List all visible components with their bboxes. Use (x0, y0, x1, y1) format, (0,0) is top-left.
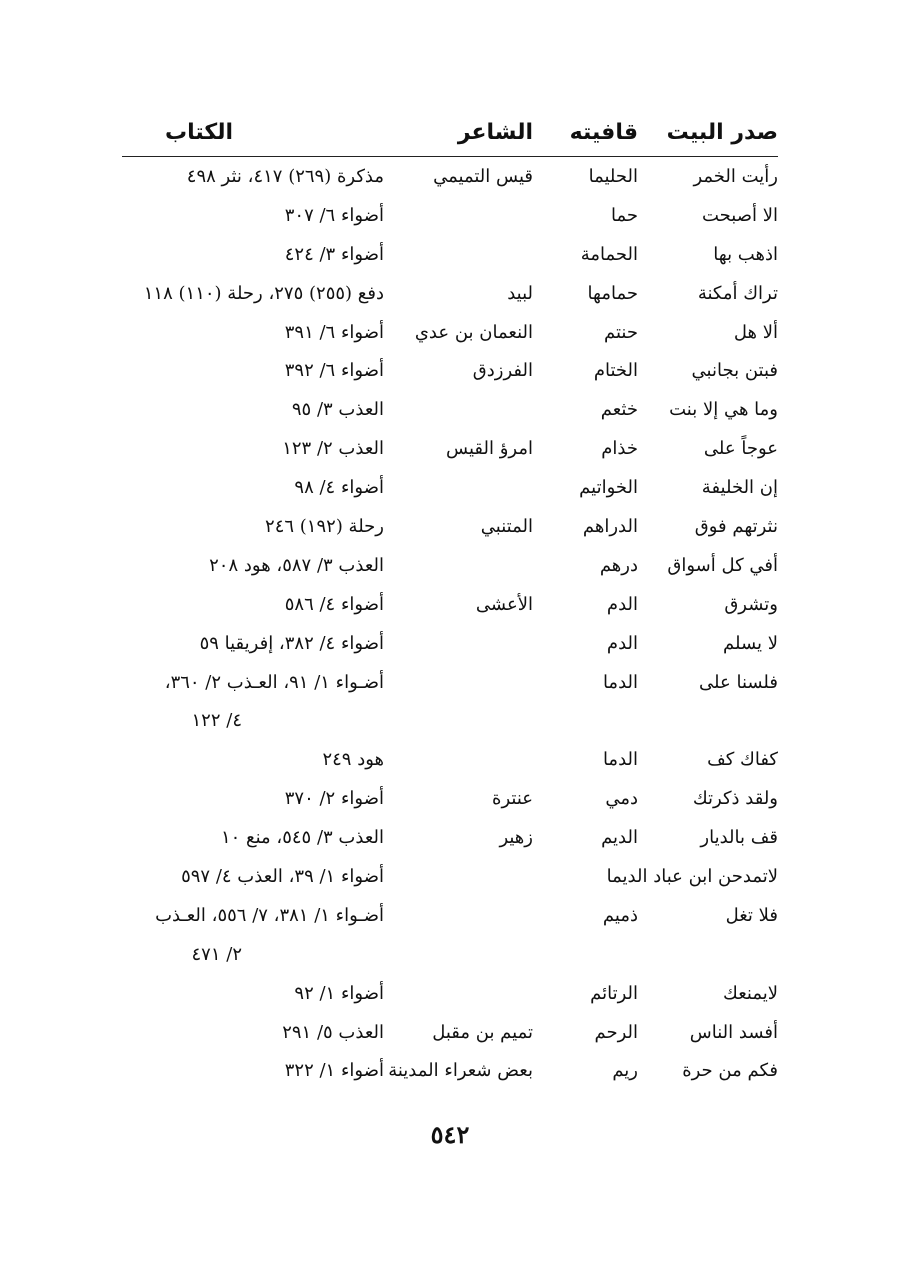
verse-opening-cell: ألا هل (733, 321, 778, 343)
rhyme-cell: الدم (606, 593, 638, 615)
verse-opening-cell: الا أصبحت (702, 204, 778, 226)
book-cell: هود ٢٤٩ (322, 749, 384, 771)
poet-cell: الأعشى (475, 593, 533, 615)
rhyme-cell: الختام (593, 360, 638, 382)
rhyme-cell: درهم (599, 554, 638, 576)
rhyme-cell: خذام (601, 438, 638, 460)
table-row (122, 743, 778, 782)
rhyme-cell: حما (610, 204, 638, 226)
book-cell: أضواء ١/ ٣٩، العذب ٤/ ٥٩٧ (181, 866, 384, 888)
table-row (122, 393, 778, 432)
table-row (122, 782, 778, 821)
book-cell: دفع (٢٥٥) ٢٧٥، رحلة (١١٠) ١١٨ (143, 282, 384, 304)
rhyme-cell: حنتم (604, 321, 638, 343)
header-verse-opening: صدر البيت (666, 120, 778, 145)
verse-opening-cell: فبتن بجانبي (691, 360, 778, 382)
rhyme-cell: الدما (602, 671, 638, 693)
table-row (122, 160, 778, 199)
table-row (122, 821, 778, 860)
table-row (122, 238, 778, 277)
book-cell: أضواء ٦/ ٣٩٢ (284, 360, 384, 382)
table-row (122, 277, 778, 316)
book-cell: ٢/ ٤٧١ (191, 943, 242, 965)
table-header (122, 116, 778, 157)
verse-opening-cell: رأيت الخمر (693, 166, 778, 187)
rhyme-cell: حمامها (587, 282, 638, 304)
table-row (122, 666, 778, 705)
header-book: الكتاب (165, 120, 233, 145)
table-row (122, 938, 778, 977)
poet-cell: لبيد (507, 282, 533, 304)
book-cell: ٤/ ١٢٢ (191, 710, 242, 732)
book-cell: أضواء ٤/ ٩٨ (294, 477, 384, 499)
rhyme-cell: ريم (612, 1060, 638, 1082)
poet-cell: قيس التميمي (433, 166, 533, 187)
poet-cell: الفرزدق (472, 360, 533, 382)
rhyme-cell: خثعم (600, 399, 638, 421)
book-cell: أضواء ١/ ٩٢ (294, 982, 384, 1004)
verse-opening-cell: لاتمدحن ابن عباد الديما (606, 866, 778, 888)
book-cell: أضواء ١/ ٣٢٢ (284, 1060, 384, 1082)
verse-opening-cell: كفاك كف (707, 749, 778, 771)
book-cell: أضواء ٤/ ٣٨٢، إفريقيا ٥٩ (199, 632, 384, 654)
rhyme-cell: الحليما (588, 166, 638, 187)
table-row (122, 627, 778, 666)
book-cell: مذكرة (٢٦٩) ٤١٧، نثر ٤٩٨ (186, 166, 384, 187)
poet-cell: زهير (499, 827, 533, 849)
table-row (122, 704, 778, 743)
rhyme-cell: الخواتيم (579, 477, 638, 499)
table-row (122, 588, 778, 627)
book-cell: أضواء ٢/ ٣٧٠ (284, 788, 384, 810)
table-row (122, 199, 778, 238)
verse-opening-cell: نثرتهم فوق (694, 516, 778, 538)
poet-cell: تميم بن مقبل (432, 1021, 533, 1043)
book-cell: العذب ٢/ ١٢٣ (282, 438, 384, 460)
poet-cell: امرؤ القيس (446, 438, 533, 460)
verse-opening-cell: وتشرق (724, 593, 778, 615)
table-row (122, 432, 778, 471)
verse-opening-cell: فلسنا على (699, 671, 778, 693)
table-row (122, 860, 778, 899)
verse-opening-cell: فكم من حرة (682, 1060, 778, 1082)
page-number: ٥٤٢ (430, 1120, 470, 1149)
book-cell: أضـواء ١/ ٣٨١، ٧/ ٥٥٦، العـذب (155, 904, 384, 926)
table-row (122, 510, 778, 549)
rhyme-cell: الرحم (594, 1021, 638, 1043)
verse-opening-cell: أفسد الناس (689, 1021, 778, 1043)
verse-opening-cell: اذهب بها (713, 243, 778, 265)
poet-cell: النعمان بن عدي (414, 321, 533, 343)
rhyme-cell: الرتائم (590, 982, 638, 1004)
rhyme-cell: الدما (602, 749, 638, 771)
verse-opening-cell: لا يسلم (723, 632, 778, 654)
book-cell: أضواء ٣/ ٤٢٤ (284, 243, 384, 265)
book-cell: أضواء ٦/ ٣٩١ (284, 321, 384, 343)
table-row (122, 471, 778, 510)
book-cell: العذب ٣/ ٥٨٧، هود ٢٠٨ (209, 554, 384, 576)
rhyme-cell: دمي (605, 788, 638, 810)
rhyme-cell: الديم (601, 827, 638, 849)
table-row (122, 1016, 778, 1055)
rhyme-cell: الحمامة (580, 243, 638, 265)
verse-opening-cell: لايمنعك (723, 982, 778, 1004)
table-row (122, 549, 778, 588)
poet-cell: المتنبي (480, 516, 533, 538)
book-cell: العذب ٥/ ٢٩١ (282, 1021, 384, 1043)
header-poet: الشاعر (457, 120, 533, 145)
verse-opening-cell: إن الخليفة (701, 477, 778, 499)
rhyme-cell: ذميم (602, 904, 638, 926)
poet-cell: عنترة (492, 788, 533, 810)
verse-opening-cell: أفي كل أسواق (667, 554, 778, 576)
rhyme-cell: الدم (606, 632, 638, 654)
book-cell: العذب ٣/ ٥٤٥، منع ١٠ (220, 827, 384, 849)
book-cell: أضواء ٦/ ٣٠٧ (284, 204, 384, 226)
book-cell: أضواء ٤/ ٥٨٦ (284, 593, 384, 615)
table-row (122, 354, 778, 393)
table-row (122, 1054, 778, 1093)
verse-opening-cell: ولقد ذكرتك (692, 788, 778, 810)
verse-opening-cell: عوجاً على (703, 438, 778, 460)
poet-cell: بعض شعراء المدينة (388, 1060, 533, 1082)
verse-opening-cell: وما هي إلا بنت (669, 399, 778, 421)
header-rhyme: قافيته (569, 120, 638, 145)
verse-opening-cell: قف بالديار (700, 827, 778, 849)
book-cell: رحلة (١٩٢) ٢٤٦ (265, 516, 384, 538)
rhyme-cell: الدراهم (582, 516, 638, 538)
book-cell: أضـواء ١/ ٩١، العـذب ٢/ ٣٦٠، (164, 671, 384, 693)
book-cell: العذب ٣/ ٩٥ (291, 399, 384, 421)
table-row (122, 977, 778, 1016)
table-row (122, 899, 778, 938)
table-body (122, 160, 778, 1093)
table-row (122, 316, 778, 355)
verse-opening-cell: تراك أمكنة (697, 282, 778, 304)
verse-opening-cell: فلا تغل (725, 904, 778, 926)
